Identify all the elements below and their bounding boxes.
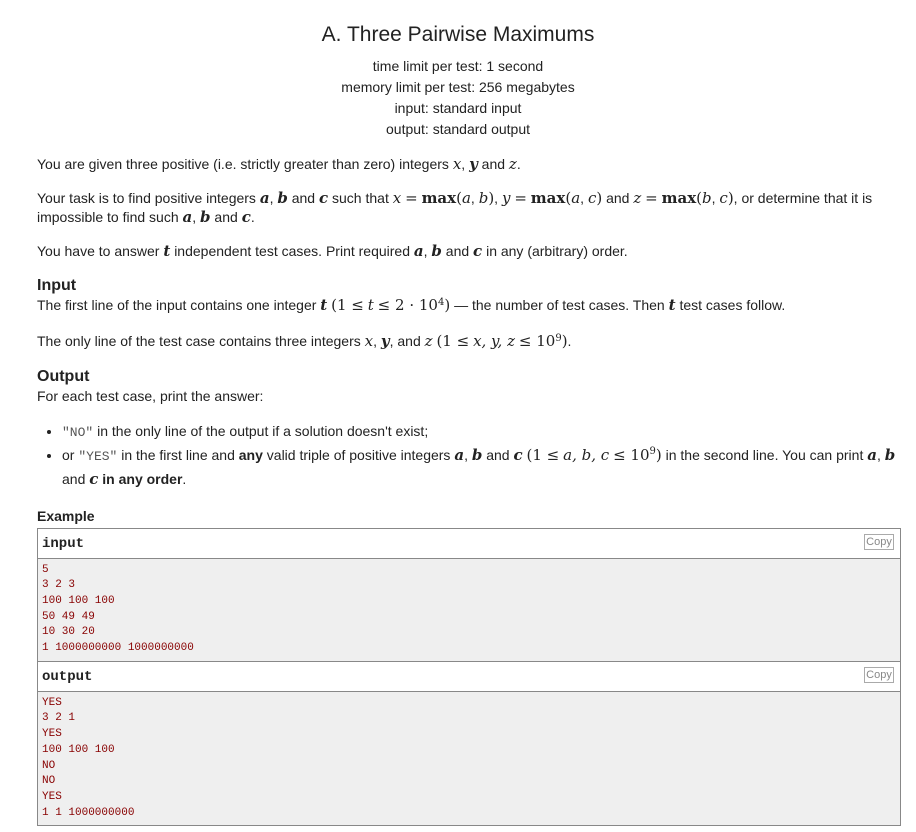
input-text: test cases follow. [679, 297, 786, 313]
statement-text: You have to answer [37, 242, 160, 259]
bullet-text: in the first line and [117, 446, 239, 463]
list-item: 1 1000000000 1000000000 [42, 642, 194, 655]
list-item: 5 [42, 563, 49, 576]
example-input-body [38, 559, 900, 661]
output-label: output [42, 668, 93, 685]
statement-text: impossible to find such [37, 209, 179, 225]
statement-text: such that [332, 189, 389, 206]
statement-paragraph-1: You are given three positive (i.e. strictly greater than zero) integers x, y and z. [37, 155, 521, 173]
list-item: 100 100 100 [42, 743, 115, 756]
list-item: 3 2 1 [42, 712, 76, 725]
input-text: , and [389, 332, 421, 349]
list-item: 1 1 1000000000 [42, 806, 135, 819]
statement-text: You are given three positive (i.e. strictly greater than zero) integers [37, 156, 449, 172]
input-line-2: The only line of the test case contains three integers x, y, and z (1 ≤ x, y, $z \le 10^9$). [37, 331, 572, 350]
input-text: The first line of the input contains one integer [37, 297, 317, 313]
example-title: Example [37, 507, 95, 524]
input-text: The only line of the test case contains three integers [37, 332, 361, 349]
statement-text: Your task is to find positive integers [37, 189, 256, 206]
list-item: 10 30 20 [42, 626, 95, 639]
in-any-order-emphasis: in any order [102, 470, 183, 487]
example-output-header [38, 662, 900, 692]
list-item: YES [42, 728, 62, 741]
output-bullet-list [37, 420, 901, 490]
list-item: NO [42, 759, 56, 772]
statement-text: in any (arbitrary) order. [486, 242, 628, 259]
input-file: input: standard input [394, 100, 522, 116]
statement-paragraph-3: You have to answer t independent test cases. Print required a, b and c in any (arbitrary) order. [37, 241, 628, 260]
copy-output-button[interactable]: Copy [864, 667, 894, 683]
bullet-text: or [62, 446, 79, 463]
list-item: YES [42, 696, 62, 709]
copy-input-button[interactable]: Copy [864, 534, 894, 550]
input-section-title: Input [37, 277, 77, 294]
output-section-title: Output [37, 368, 90, 385]
any-emphasis: any [238, 446, 263, 463]
input-line-1: The first line of the input contains one integer t $(1 \le t \le 2 \cdot 10^4)$ — the number of test cases. Then t test cases follow. [37, 296, 786, 314]
statement-text: independent test cases. Print required [174, 242, 410, 259]
example-input-header [38, 529, 900, 559]
memory-limit: memory limit per test: 256 megabytes [341, 79, 575, 95]
list-item: YES [42, 790, 62, 803]
list-item [62, 420, 901, 444]
bullet-text: in the only line of the output if a solution doesn't exist; [93, 422, 429, 439]
input-label: input [42, 535, 85, 552]
statement-text: , or determine that it is [733, 189, 873, 206]
time-limit: time limit per test: 1 second [372, 58, 544, 74]
no-code: "NO" [62, 424, 94, 440]
bullet-text: valid triple of positive integers [262, 446, 451, 463]
problem-title: A. Three Pairwise Maximums [321, 23, 595, 46]
example-output-block [37, 662, 901, 827]
output-file: output: standard output [386, 121, 530, 137]
list-item: 3 2 3 [42, 579, 76, 592]
input-text: — the number of test cases. Then [454, 297, 665, 313]
problem-page [37, 0, 901, 826]
list-item: NO [42, 775, 56, 788]
output-intro: For each test case, print the answer: [37, 388, 264, 404]
list-item: 100 100 100 [42, 594, 115, 607]
list-item: • or "YES" in the first line and any valid triple of positive integers a, b and c (1 ≤ a, b, $c \le 10^9$) in the second line. You can print a, b and c in any order. [62, 444, 901, 490]
bullet-text: in the second line. You can print [665, 446, 864, 463]
yes-code: "YES" [78, 448, 118, 464]
example-output-body [38, 692, 900, 826]
problem-header [0, 22, 916, 140]
and-word: and [481, 156, 506, 172]
list-item: 50 49 49 [42, 610, 95, 623]
statement-paragraph-2: Your task is to find positive integers a, b and c such that x = max(a, b), y = max(a, c) and z = max(b, c), or determine that it is impossible to find such a, b and c. [37, 188, 873, 226]
example-input-block [37, 528, 901, 662]
